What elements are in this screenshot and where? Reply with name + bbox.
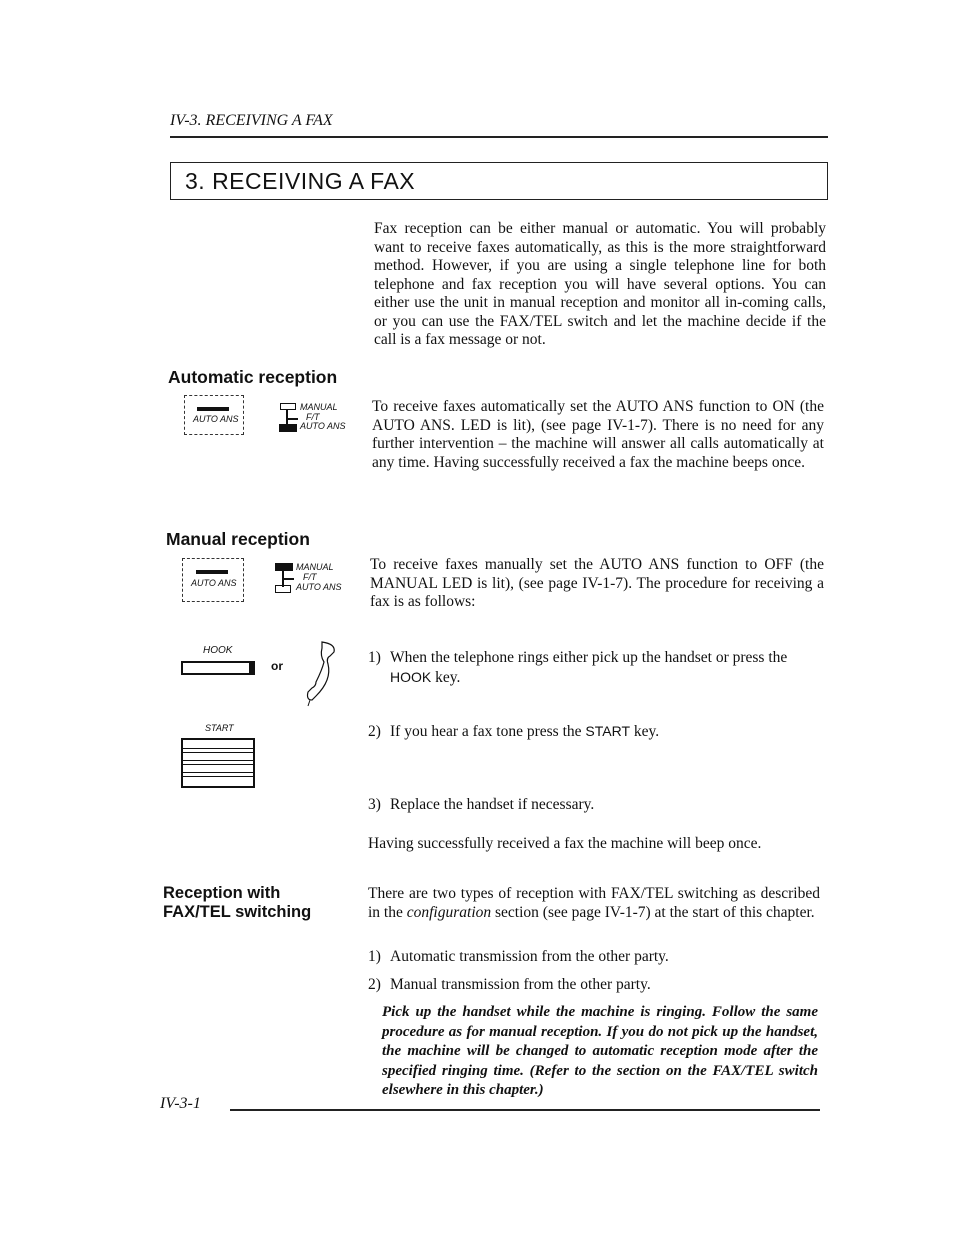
switch-manual-marker xyxy=(280,403,296,410)
faxtel-heading: Reception with FAX/TEL switching xyxy=(163,884,312,921)
auto-ans-key-label: AUTO ANS xyxy=(191,578,237,588)
step-1: 1) When the telephone rings either pick up the handset or press the HOOK key. xyxy=(368,649,788,686)
section-title-box xyxy=(170,162,828,200)
manual-reception-heading: Manual reception xyxy=(166,529,310,549)
auto-ans-key-label: AUTO ANS xyxy=(193,414,239,424)
switch-manual-marker xyxy=(275,563,293,571)
led-bar-icon xyxy=(197,407,229,411)
led-bar-icon xyxy=(196,570,228,574)
mode-switch-icon: MANUAL F/T AUTO ANS xyxy=(278,402,348,434)
step-3: 3) Replace the handset if necessary. xyxy=(368,796,595,813)
handset-icon xyxy=(302,640,342,708)
step-2: 2) If you hear a fax tone press the START key. xyxy=(368,723,660,740)
section-title: 3. RECEIVING A FAX xyxy=(185,168,416,194)
faxtel-item-2: 2) Manual transmission from the other party. xyxy=(368,976,651,993)
mode-switch-icon: MANUAL F/T AUTO ANS xyxy=(273,562,345,596)
hook-key-ref: HOOK xyxy=(390,668,432,685)
header-rule xyxy=(170,136,828,138)
or-label: or xyxy=(271,659,283,673)
intro-paragraph: Fax reception can be either manual or automatic. You will probably want to receive faxes automatically, as this is the more straightforward method. However, if you are using a single telephone line for both telephone and fax reception you will have several options. You can either use the unit in manual reception and monitor all in-coming calls, or you can use the FAX/TEL switch and let the machine decide if the call is a fax message or not. xyxy=(374,220,826,348)
auto-ans-key-icon xyxy=(184,395,244,435)
start-key-icon xyxy=(181,738,255,788)
automatic-reception-paragraph: To receive faxes automatically set the AUTO ANS function to ON (the AUTO ANS. LED is lit), (see page IV-1-7). There is no need for any further intervention – the machine will answer all calls automatically at any time. Having successfully received a fax the machine beeps once. xyxy=(372,398,824,471)
faxtel-paragraph: There are two types of reception with FAX/TEL switching as described in the configuration section (see page IV-1-7) at the start of this chapter. xyxy=(368,885,820,921)
switch-auto-marker xyxy=(275,585,291,593)
hook-key-label: HOOK xyxy=(203,645,233,656)
faxtel-item-1: 1) Automatic transmission from the other party. xyxy=(368,948,669,965)
running-head: IV-3. RECEIVING A FAX xyxy=(170,112,333,129)
page-number: IV-3-1 xyxy=(160,1095,201,1112)
faxtel-note: Pick up the handset while the machine is ringing. Follow the same procedure as for manual reception. If you do not pick up the handset, the machine will be changed to automatic reception mode after the specified ringing time. (Refer to the section on the FAX/TEL switch elsewhere in this chapter.) xyxy=(382,1004,818,1098)
manual-reception-paragraph: To receive faxes manually set the AUTO ANS function to OFF (the MANUAL LED is lit), (see page IV-1-7). The procedure for receiving a fax is as follows: xyxy=(370,556,824,610)
manual-closing-text: Having successfully received a fax the machine will beep once. xyxy=(368,835,762,852)
auto-ans-key-icon xyxy=(182,558,244,602)
start-key-ref: START xyxy=(585,723,631,739)
switch-auto-marker xyxy=(279,424,297,432)
hook-key-icon xyxy=(181,661,255,675)
automatic-reception-heading: Automatic reception xyxy=(168,367,338,387)
start-key-label: START xyxy=(205,723,234,733)
footer-rule xyxy=(230,1109,820,1111)
